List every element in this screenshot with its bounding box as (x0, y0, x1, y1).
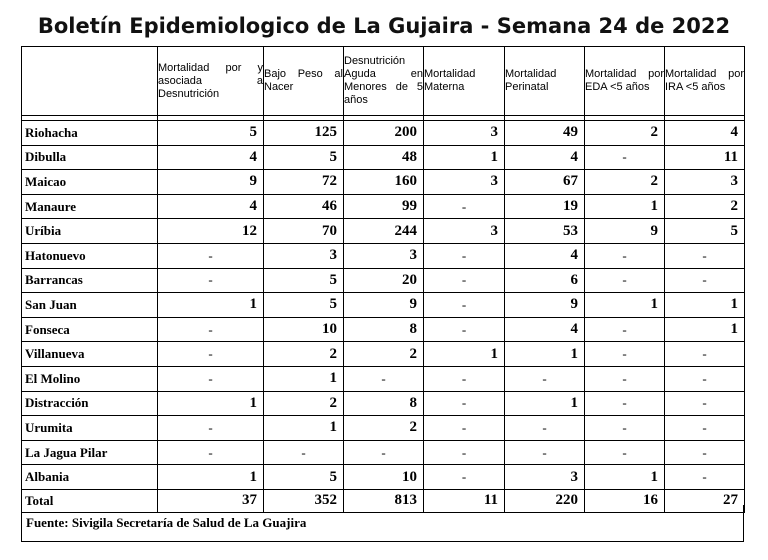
value-cell: - (344, 366, 424, 391)
value-cell: 2 (264, 342, 344, 367)
value-cell: - (665, 391, 745, 416)
municipality-name: Villanueva (22, 342, 158, 367)
header-low-birth-weight: Bajo Peso al Nacer (264, 47, 344, 116)
municipality-name: Hatonuevo (22, 243, 158, 268)
value-cell: - (665, 342, 745, 367)
value-cell: 1 (505, 342, 585, 367)
value-cell: 1 (158, 391, 264, 416)
value-cell: - (505, 366, 585, 391)
value-cell: 5 (158, 121, 264, 146)
value-cell: 1 (665, 317, 745, 342)
value-cell: - (505, 440, 585, 465)
value-cell: - (585, 268, 665, 293)
municipality-name: Total (22, 489, 158, 512)
value-cell: 220 (505, 489, 585, 512)
value-cell: 2 (585, 121, 665, 146)
value-cell: 813 (344, 489, 424, 512)
table-row (22, 268, 745, 293)
value-cell: 3 (264, 243, 344, 268)
value-cell: - (424, 293, 505, 318)
value-cell: - (264, 440, 344, 465)
municipality-name: Albania (22, 465, 158, 490)
table-row (22, 366, 745, 391)
table-row (22, 121, 745, 146)
municipality-name: Dibulla (22, 145, 158, 170)
value-cell: - (158, 416, 264, 441)
source-note: Fuente: Sivigila Secretaría de Salud de La Guajira (26, 515, 307, 530)
value-cell: - (158, 342, 264, 367)
value-cell: 1 (158, 465, 264, 490)
municipality-name: San Juan (22, 293, 158, 318)
value-cell: 5 (665, 219, 745, 244)
value-cell: - (424, 194, 505, 219)
value-cell: - (158, 366, 264, 391)
header-eda-mortality: Mortalidad por EDA <5 años (585, 47, 665, 116)
table-row (22, 465, 745, 490)
value-cell: 11 (665, 145, 745, 170)
table-row (22, 416, 745, 441)
value-cell: 5 (264, 268, 344, 293)
value-cell: 1 (158, 293, 264, 318)
value-cell: - (665, 366, 745, 391)
value-cell: 1 (585, 465, 665, 490)
value-cell: 8 (344, 317, 424, 342)
value-cell: 48 (344, 145, 424, 170)
value-cell: - (585, 416, 665, 441)
value-cell: 1 (585, 194, 665, 219)
value-cell: 4 (505, 243, 585, 268)
value-cell: 2 (344, 342, 424, 367)
value-cell: - (424, 465, 505, 490)
value-cell: 3 (665, 170, 745, 195)
value-cell: 49 (505, 121, 585, 146)
value-cell: 46 (264, 194, 344, 219)
value-cell: 1 (424, 145, 505, 170)
value-cell: 9 (344, 293, 424, 318)
value-cell: 4 (505, 145, 585, 170)
source-note-box (21, 505, 744, 542)
value-cell: 20 (344, 268, 424, 293)
header-acute-malnutrition: Desnutrición Aguda en Menores de 5 años (344, 47, 424, 116)
value-cell: - (424, 416, 505, 441)
table-row (22, 194, 745, 219)
value-cell: 200 (344, 121, 424, 146)
value-cell: 37 (158, 489, 264, 512)
value-cell: 3 (424, 170, 505, 195)
value-cell: - (424, 440, 505, 465)
value-cell: 1 (264, 416, 344, 441)
value-cell: 8 (344, 391, 424, 416)
value-cell: 2 (665, 194, 745, 219)
header-municipality (22, 47, 158, 116)
value-cell: 6 (505, 268, 585, 293)
municipality-name: El Molino (22, 366, 158, 391)
value-cell: 10 (344, 465, 424, 490)
table-row (22, 342, 745, 367)
header-mortality-malnutrition: Mortalidad por y asociada a Desnutrición (158, 47, 264, 116)
value-cell: 5 (264, 465, 344, 490)
municipality-name: Riohacha (22, 121, 158, 146)
value-cell: 125 (264, 121, 344, 146)
value-cell: 4 (158, 145, 264, 170)
table-row (22, 317, 745, 342)
value-cell: - (585, 243, 665, 268)
municipality-name: Maicao (22, 170, 158, 195)
value-cell: 2 (585, 170, 665, 195)
value-cell: 4 (158, 194, 264, 219)
value-cell: - (665, 465, 745, 490)
value-cell: 19 (505, 194, 585, 219)
value-cell: 2 (264, 391, 344, 416)
bulletin-title: Boletín Epidemiologico de La Gujaira - Semana 24 de 2022 (37, 14, 731, 38)
value-cell: - (424, 317, 505, 342)
value-cell: 27 (665, 489, 745, 512)
value-cell: 3 (505, 465, 585, 490)
table-row (22, 440, 745, 465)
value-cell: 1 (585, 293, 665, 318)
value-cell: 244 (344, 219, 424, 244)
value-cell: 5 (264, 145, 344, 170)
municipality-name: Manaure (22, 194, 158, 219)
value-cell: - (585, 342, 665, 367)
value-cell: - (424, 391, 505, 416)
value-cell: 9 (585, 219, 665, 244)
value-cell: 72 (264, 170, 344, 195)
value-cell: 16 (585, 489, 665, 512)
value-cell: - (158, 268, 264, 293)
value-cell: 160 (344, 170, 424, 195)
value-cell: 12 (158, 219, 264, 244)
value-cell: 4 (505, 317, 585, 342)
value-cell: - (424, 366, 505, 391)
header-row (22, 47, 745, 116)
value-cell: - (665, 440, 745, 465)
value-cell: 99 (344, 194, 424, 219)
value-cell: - (585, 317, 665, 342)
table-row (22, 145, 745, 170)
table-row (22, 219, 745, 244)
value-cell: 1 (505, 391, 585, 416)
header-maternal-mortality: Mortalidad Materna (424, 47, 505, 116)
epidemiology-table (21, 46, 745, 513)
municipality-name: Distracción (22, 391, 158, 416)
value-cell: 1 (264, 366, 344, 391)
value-cell: 4 (665, 121, 745, 146)
header-perinatal-mortality: Mortalidad Perinatal (505, 47, 585, 116)
value-cell: - (585, 366, 665, 391)
value-cell: 2 (344, 416, 424, 441)
value-cell: - (665, 416, 745, 441)
value-cell: - (585, 440, 665, 465)
value-cell: 11 (424, 489, 505, 512)
table-row (22, 391, 745, 416)
value-cell: 3 (424, 121, 505, 146)
municipality-name: Urumita (22, 416, 158, 441)
value-cell: 9 (505, 293, 585, 318)
municipality-name: Uríbia (22, 219, 158, 244)
value-cell: 67 (505, 170, 585, 195)
value-cell: 70 (264, 219, 344, 244)
municipality-name: La Jagua Pilar (22, 440, 158, 465)
value-cell: 1 (424, 342, 505, 367)
table-row (22, 293, 745, 318)
value-cell: 5 (264, 293, 344, 318)
value-cell: - (158, 243, 264, 268)
value-cell: - (344, 440, 424, 465)
municipality-name: Fonseca (22, 317, 158, 342)
value-cell: 9 (158, 170, 264, 195)
value-cell: - (158, 440, 264, 465)
table-row (22, 170, 745, 195)
value-cell: 1 (665, 293, 745, 318)
value-cell: 352 (264, 489, 344, 512)
table-row (22, 243, 745, 268)
value-cell: - (665, 243, 745, 268)
value-cell: - (585, 391, 665, 416)
municipality-name: Barrancas (22, 268, 158, 293)
value-cell: - (424, 268, 505, 293)
value-cell: - (585, 145, 665, 170)
table-body (22, 116, 745, 513)
value-cell: 3 (344, 243, 424, 268)
value-cell: 53 (505, 219, 585, 244)
value-cell: - (424, 243, 505, 268)
value-cell: - (505, 416, 585, 441)
value-cell: - (665, 268, 745, 293)
header-ira-mortality: Mortalidad por IRA <5 años (665, 47, 745, 116)
value-cell: 3 (424, 219, 505, 244)
value-cell: - (158, 317, 264, 342)
value-cell: 10 (264, 317, 344, 342)
